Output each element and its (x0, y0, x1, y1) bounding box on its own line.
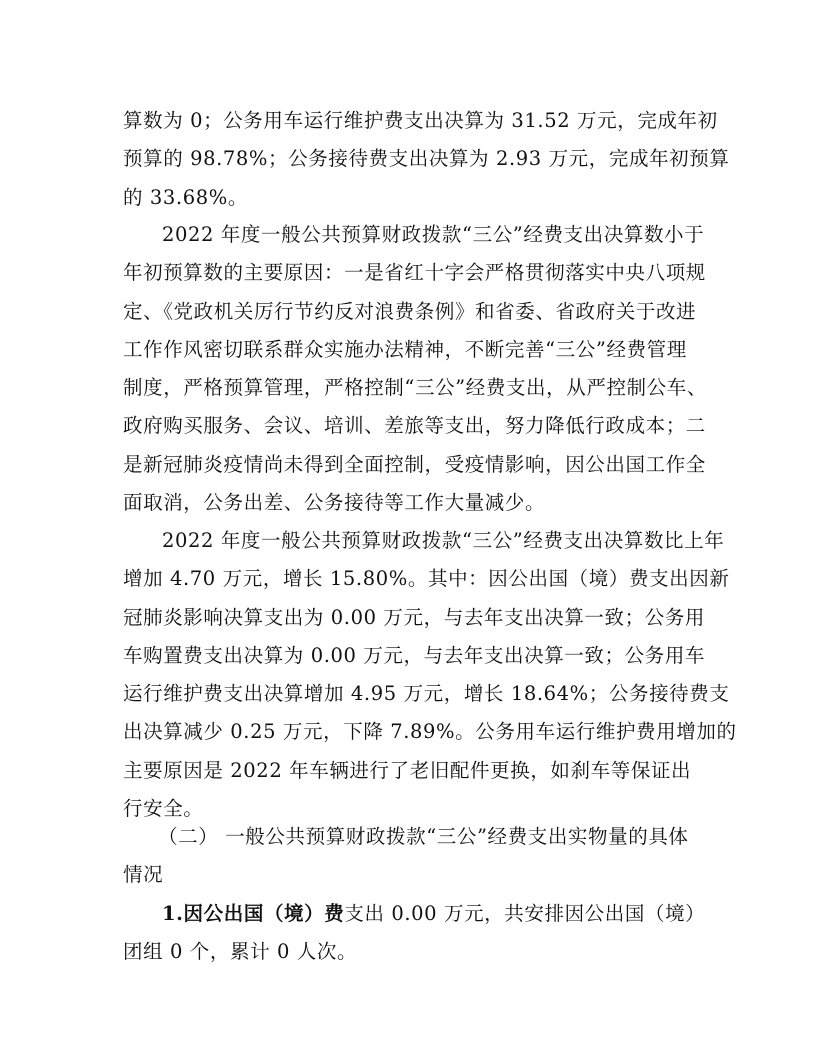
text-line: 算数为 0；公务用车运行维护费支出决算为 31.52 万元，完成年初 (123, 109, 718, 132)
paragraph-expense-results (123, 102, 730, 217)
text-line: 出决算减少 0.25 万元，下降 7.89%。公务用车运行维护费用增加的 (123, 720, 737, 744)
text-line: 冠肺炎影响决算支出为 0.00 万元，与去年支出决算一致；公务用 (123, 605, 706, 629)
text-line: 车购置费支出决算为 0.00 万元，与去年支出决算一致；公务用车 (123, 643, 706, 667)
text-line: 行安全。 (123, 797, 204, 821)
text-line (123, 895, 706, 933)
paragraph-main-reasons (123, 216, 707, 522)
text-line: 主要原因是 2022 年车辆进行了老旧配件更换，如刹车等保证出 (123, 758, 692, 782)
text-line: 的 33.68%。 (123, 185, 248, 209)
text-line: 面取消，公务出差、公务接待等工作大量减少。 (123, 491, 546, 515)
text-line: 团组 0 个，累计 0 人次。 (123, 940, 358, 964)
section-heading-line: （二） 一般公共预算财政拨款“三公”经费支出实物量的具体 (158, 825, 689, 848)
text-line: 增加 4.70 万元，增长 15.80%。其中：因公出国（境）费支出因新 (123, 567, 730, 591)
text-line: 工作作风密切联系群众实施办法精神，不断完善“三公”经费管理 (123, 337, 687, 361)
section-heading-physical-quantity (123, 818, 693, 895)
text-line: 预算的 98.78%；公务接待费支出决算为 2.93 万元，完成年初预算 (123, 147, 730, 171)
text-line: 定、《党政机关厉行节约反对浪费条例》和省委、省政府关于改进 (123, 299, 697, 323)
text-line: 2022 年度一般公共预算财政拨款“三公”经费支出决算数小于 (162, 223, 705, 246)
item-lead-bold: 1.因公出国（境）费 (162, 902, 345, 925)
text-line: 2022 年度一般公共预算财政拨款“三公”经费支出决算数比上年 (162, 529, 725, 552)
text-line: 政府购买服务、会议、培训、差旅等支出，努力降低行政成本；二 (123, 414, 706, 438)
paragraph-year-comparison (123, 522, 737, 828)
text-line: 年初预算数的主要原因：一是省红十字会严格贯彻落实中央八项规 (123, 261, 706, 285)
text-line: 是新冠肺炎疫情尚未得到全面控制，受疫情影响，因公出国工作全 (123, 452, 706, 476)
text-line: 制度，严格预算管理，严格控制“三公”经费支出，从严控制公车、 (123, 376, 707, 400)
text-line: 运行维护费支出决算增加 4.95 万元，增长 18.64%；公务接待费支 (123, 682, 730, 706)
section-heading-line: 情况 (123, 863, 164, 887)
paragraph-overseas-travel (123, 895, 706, 972)
item-text: 支出 0.00 万元，共安排因公出国（境） (344, 902, 706, 925)
